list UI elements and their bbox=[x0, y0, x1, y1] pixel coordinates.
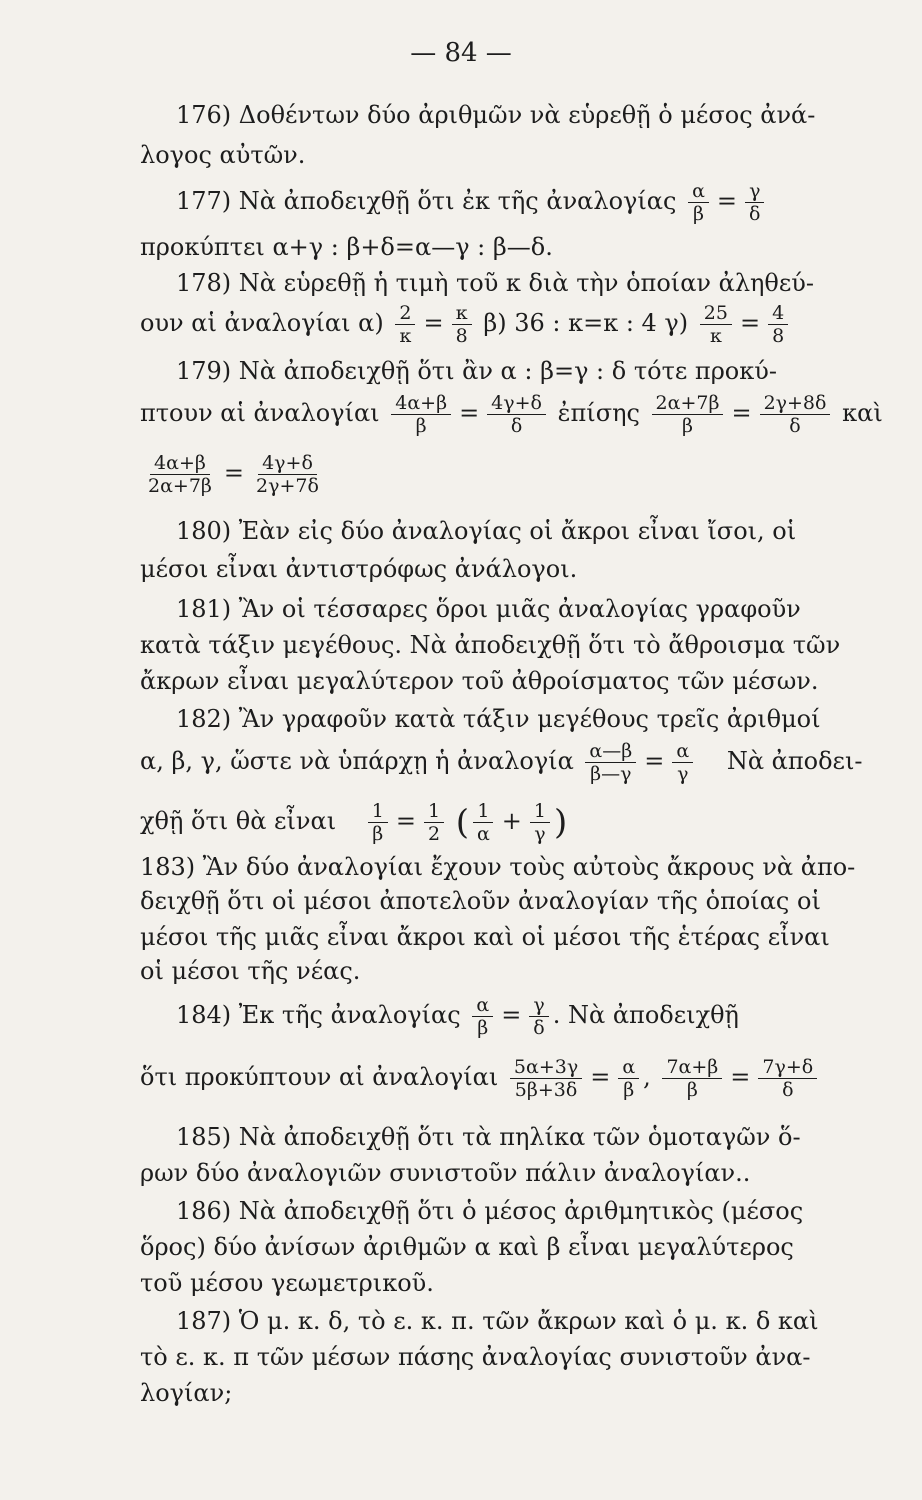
problem-187-line-2: τὸ ε. κ. π τῶν μέσων πάσης ἀναλογίας συνιστοῦν ἀνα- bbox=[140, 1343, 811, 1371]
denominator: 2α+7β bbox=[148, 475, 212, 497]
problem-181-line-2: κατὰ τάξιν μεγέθους. Νὰ ἀποδειχθῇ ὅτι τὸ ἄθροισμα τῶν bbox=[140, 631, 841, 659]
denominator: δ bbox=[749, 203, 761, 225]
numerator: 1 bbox=[368, 800, 388, 823]
numerator: 2 bbox=[395, 302, 415, 325]
problem-180-line-2: μέσοι εἶναι ἀντιστρόφως ἀνάλογοι. bbox=[140, 555, 578, 583]
denominator: 8 bbox=[455, 325, 468, 347]
numerator: 4α+β bbox=[150, 452, 210, 475]
fraction bbox=[760, 392, 831, 437]
denominator: 2 bbox=[427, 823, 441, 845]
fraction bbox=[758, 1056, 817, 1101]
fraction bbox=[700, 302, 732, 347]
problem-184-text: 184) Ἐκ τῆς ἀναλογίας bbox=[176, 1001, 461, 1029]
equals-sign: = bbox=[395, 807, 416, 835]
page-number: — 84 — bbox=[410, 38, 512, 68]
problem-179-mid: ἐπίσης bbox=[557, 399, 640, 427]
problem-178-prefix: ουν αἱ ἀναλογίαι α) bbox=[140, 309, 384, 337]
problem-183-line-2: δειχθῇ ὅτι οἱ μέσοι ἀποτελοῦν ἀναλογίαν τῆς ὁποίας οἱ bbox=[140, 887, 821, 915]
problem-177-text: 177) Νὰ ἀποδειχθῇ ὅτι ἐκ τῆς ἀναλογίας bbox=[176, 187, 677, 215]
problem-184-post: . Νὰ ἀποδειχθῇ bbox=[552, 1001, 739, 1029]
numerator: 4γ+δ bbox=[258, 452, 317, 475]
numerator: 4γ+δ bbox=[487, 392, 546, 415]
numerator: 2α+7β bbox=[652, 392, 724, 415]
problem-184-prefix-2: ὅτι προκύπτουν αἱ ἀναλογίαι bbox=[140, 1063, 499, 1091]
equals-sign: = bbox=[223, 459, 245, 487]
fraction bbox=[618, 1056, 639, 1101]
denominator: β bbox=[415, 415, 427, 437]
problem-183-line-1: 183) Ἂν δύο ἀναλογίαι ἔχουν τοὺς αὐτοὺς ἄκρους νὰ ἀπο- bbox=[140, 853, 856, 881]
numerator: 25 bbox=[700, 302, 732, 325]
problem-177-line-1 bbox=[176, 180, 768, 225]
fraction bbox=[652, 392, 724, 437]
fraction bbox=[688, 180, 709, 225]
comma: , bbox=[643, 1063, 651, 1091]
denominator: β bbox=[682, 415, 693, 437]
fraction bbox=[144, 452, 216, 497]
denominator: κ bbox=[709, 325, 722, 347]
equals-sign: = bbox=[730, 1063, 751, 1091]
fraction bbox=[510, 1056, 582, 1101]
problem-179-line-1: 179) Νὰ ἀποδειχθῇ ὅτι ἂν α : β=γ : δ τότε προκύ- bbox=[176, 357, 777, 385]
fraction bbox=[452, 302, 472, 347]
numerator: 2γ+8δ bbox=[760, 392, 831, 415]
problem-183-line-4: οἱ μέσοι τῆς νέας. bbox=[140, 957, 361, 985]
numerator: γ bbox=[529, 994, 548, 1017]
fraction bbox=[391, 392, 451, 437]
fraction bbox=[472, 994, 493, 1039]
fraction bbox=[424, 800, 444, 845]
problem-182-post: Νὰ ἀποδει- bbox=[726, 747, 863, 775]
denominator: β bbox=[686, 1079, 698, 1101]
denominator: δ bbox=[533, 1017, 545, 1039]
problem-182-prefix-2: χθῇ ὅτι θὰ εἶναι bbox=[140, 807, 337, 835]
denominator: β—γ bbox=[590, 763, 632, 785]
denominator: β bbox=[623, 1079, 635, 1101]
problem-179-post: καὶ bbox=[842, 399, 883, 427]
problem-178-part-b: β) 36 : κ=κ : 4 γ) bbox=[483, 309, 689, 337]
denominator: κ bbox=[399, 325, 412, 347]
problem-186-line-3: τοῦ μέσου γεωμετρικοῦ. bbox=[140, 1269, 434, 1297]
fraction bbox=[368, 800, 388, 845]
problem-182-line-1: 182) Ἂν γραφοῦν κατὰ τάξιν μεγέθους τρεῖς ἀριθμοί bbox=[176, 705, 821, 733]
equals-sign: = bbox=[731, 399, 752, 427]
denominator: δ bbox=[789, 415, 801, 437]
equals-sign: = bbox=[459, 399, 480, 427]
problem-186-line-2: ὅρος) δύο ἀνίσων ἀριθμῶν α καὶ β εἶναι μεγαλύτερος bbox=[140, 1233, 794, 1261]
denominator: β bbox=[372, 823, 384, 845]
numerator: α bbox=[618, 1056, 639, 1079]
problem-178-line-2 bbox=[140, 302, 792, 347]
problem-179-line-3 bbox=[140, 452, 327, 497]
numerator: 7α+β bbox=[662, 1056, 722, 1079]
problem-178-line-1: 178) Νὰ εὑρεθῇ ἡ τιμὴ τοῦ κ διὰ τὴν ὁποίαν ἀληθεύ- bbox=[176, 269, 814, 297]
numerator: 4α+β bbox=[391, 392, 451, 415]
fraction bbox=[487, 392, 546, 437]
problem-181-line-3: ἄκρων εἶναι μεγαλύτερον τοῦ ἀθροίσματος τῶν μέσων. bbox=[140, 667, 819, 695]
numerator: α—β bbox=[585, 740, 636, 763]
problem-176-line-2: λογος αὐτῶν. bbox=[140, 141, 306, 169]
problem-187-line-3: λογίαν; bbox=[140, 1379, 233, 1407]
fraction bbox=[252, 452, 323, 497]
problem-179-line-2 bbox=[140, 392, 883, 437]
numerator: γ bbox=[745, 180, 764, 203]
numerator: α bbox=[688, 180, 709, 203]
plus-sign: + bbox=[501, 807, 522, 835]
problem-184-line-2 bbox=[140, 1056, 821, 1101]
denominator: 2γ+7δ bbox=[256, 475, 319, 497]
denominator: δ bbox=[782, 1079, 794, 1101]
numerator: 1 bbox=[530, 800, 550, 823]
problem-187-line-1: 187) Ὁ μ. κ. δ, τὸ ε. κ. π. τῶν ἄκρων καὶ ὁ μ. κ. δ καὶ bbox=[176, 1307, 819, 1335]
denominator: γ bbox=[534, 823, 546, 845]
fraction bbox=[395, 302, 415, 347]
problem-183-line-3: μέσοι τῆς μιᾶς εἶναι ἄκροι καὶ οἱ μέσοι τῆς ἑτέρας εἶναι bbox=[140, 923, 830, 951]
numerator: 1 bbox=[473, 800, 493, 823]
denominator: 5β+3δ bbox=[514, 1079, 578, 1101]
equals-sign: = bbox=[501, 1001, 522, 1029]
fraction bbox=[585, 740, 636, 785]
problem-184-line-1 bbox=[176, 994, 739, 1039]
equals-sign: = bbox=[644, 747, 665, 775]
problem-186-line-1: 186) Νὰ ἀποδειχθῇ ὅτι ὁ μέσος ἀριθμητικὸς (μέσος bbox=[176, 1197, 804, 1225]
fraction bbox=[672, 740, 693, 785]
fraction bbox=[662, 1056, 722, 1101]
denominator: δ bbox=[510, 415, 523, 437]
numerator: 7γ+δ bbox=[758, 1056, 817, 1079]
problem-185-line-2: ρων δύο ἀναλογιῶν συνιστοῦν πάλιν ἀναλογίαν.. bbox=[140, 1159, 751, 1187]
denominator: β bbox=[693, 203, 704, 225]
equals-sign: = bbox=[716, 187, 738, 215]
problem-180-line-1: 180) Ἐὰν εἰς δύο ἀναλογίας οἱ ἄκροι εἶναι ἴσοι, οἱ bbox=[176, 517, 797, 545]
denominator: β bbox=[477, 1017, 489, 1039]
problem-182-prefix: α, β, γ, ὥστε νὰ ὑπάρχῃ ἡ ἀναλογία bbox=[140, 747, 574, 775]
numerator: 1 bbox=[424, 800, 444, 823]
denominator: γ bbox=[677, 763, 689, 785]
problem-177-line-2: προκύπτει α+γ : β+δ=α—γ : β—δ. bbox=[140, 233, 553, 261]
denominator: 8 bbox=[772, 325, 785, 347]
numerator: 5α+3γ bbox=[510, 1056, 582, 1079]
numerator: α bbox=[472, 994, 493, 1017]
numerator: 4 bbox=[768, 302, 788, 325]
equals-sign: = bbox=[423, 309, 444, 337]
left-paren: ( bbox=[455, 802, 469, 843]
denominator: α bbox=[476, 823, 490, 845]
problem-182-line-3 bbox=[140, 800, 567, 845]
equals-sign: = bbox=[590, 1063, 611, 1091]
fraction bbox=[745, 180, 764, 225]
fraction bbox=[530, 800, 550, 845]
numerator: κ bbox=[452, 302, 472, 325]
problem-176-line-1: 176) Δοθέντων δύο ἀριθμῶν νὰ εὑρεθῇ ὁ μέσος ἀνά- bbox=[176, 101, 816, 129]
numerator: α bbox=[672, 740, 693, 763]
fraction bbox=[473, 800, 494, 845]
equals-sign: = bbox=[739, 309, 761, 337]
problem-179-prefix: πτουν αἱ ἀναλογίαι bbox=[140, 399, 380, 427]
right-paren: ) bbox=[554, 802, 568, 843]
problem-181-line-1: 181) Ἂν οἱ τέσσαρες ὅροι μιᾶς ἀναλογίας γραφοῦν bbox=[176, 595, 801, 623]
problem-185-line-1: 185) Νὰ ἀποδειχθῇ ὅτι τὰ πηλίκα τῶν ὁμοταγῶν ὅ- bbox=[176, 1123, 801, 1151]
fraction bbox=[529, 994, 548, 1039]
problem-182-line-2 bbox=[140, 740, 863, 785]
fraction bbox=[768, 302, 788, 347]
